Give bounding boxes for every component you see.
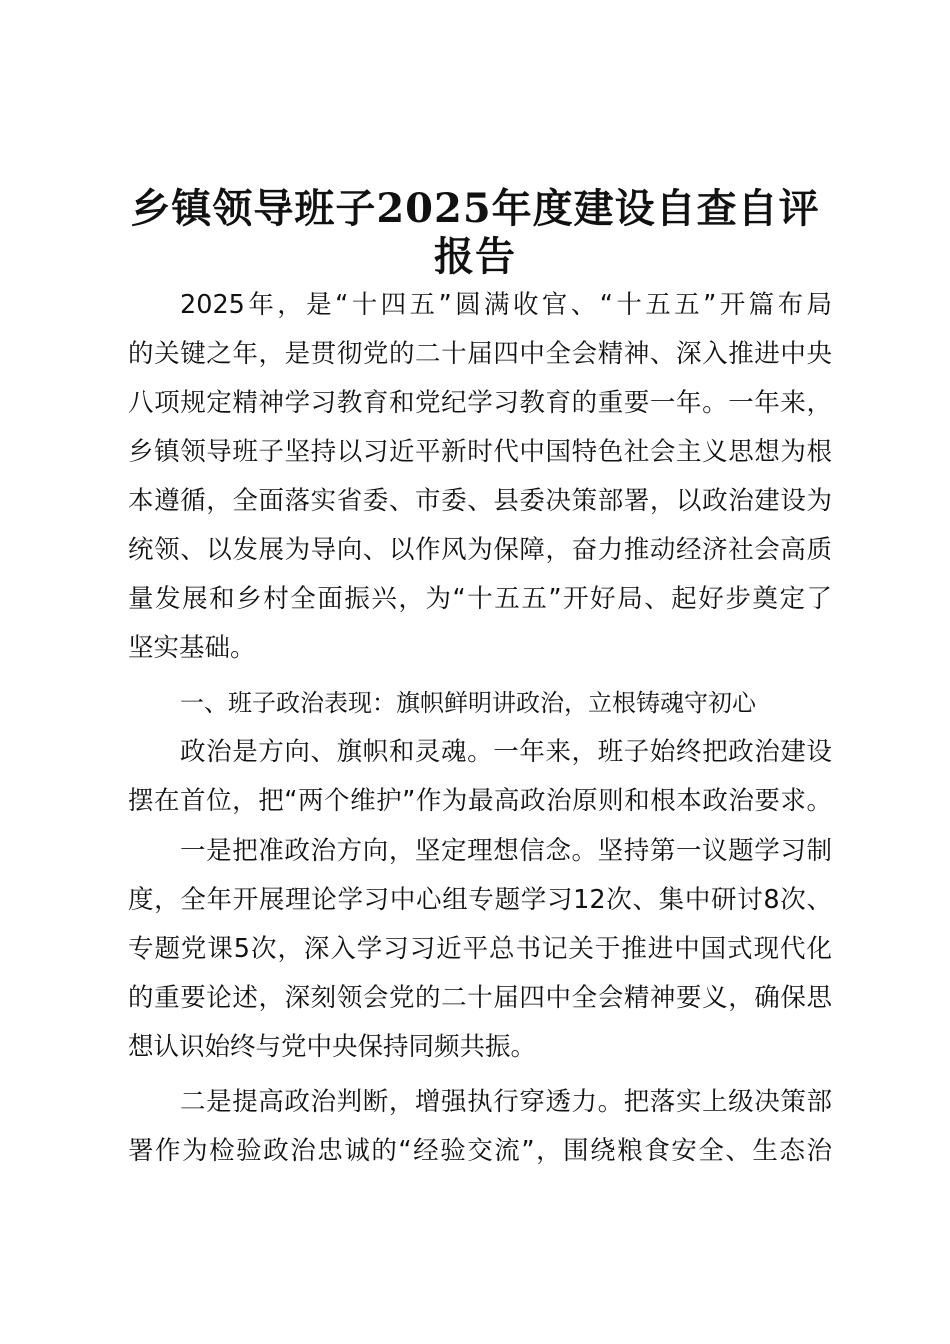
document-title-line-2: 报告 <box>434 233 516 280</box>
paragraph-line: 一是把准政治方向，坚定理想信念。坚持第一议题学习制 <box>180 836 832 866</box>
paragraph-line: 想认识始终与党中央保持同频共振。 <box>128 1032 537 1062</box>
paragraph-line: 专题党课5次，深入学习习近平总书记关于推进中国式现代化 <box>128 934 832 964</box>
section-heading: 一、班子政治表现：旗帜鲜明讲政治，立根铸魂守初心 <box>180 689 756 717</box>
paragraph-line: 坚实基础。 <box>128 633 256 663</box>
paragraph-line: 度，全年开展理论学习中心组专题学习12次、集中研讨8次、 <box>128 885 832 915</box>
paragraph-line: 乡镇领导班子坚持以习近平新时代中国特色社会主义思想为根 <box>128 437 832 467</box>
paragraph-line: 的关键之年，是贯彻党的二十届四中全会精神、深入推进中央 <box>128 339 832 369</box>
paragraph-line: 二是提高政治判断，增强执行穿透力。把落实上级决策部 <box>180 1087 832 1117</box>
paragraph-line: 量发展和乡村全面振兴，为“十五五”开好局、起好步奠定了 <box>128 584 832 614</box>
document-title-line-1: 乡镇领导班子2025年度建设自查自评 <box>130 185 820 232</box>
paragraph-line: 的重要论述，深刻领会党的二十届四中全会精神要义，确保思 <box>128 983 832 1013</box>
paragraph-line: 2025年，是“十四五”圆满收官、“十五五”开篇布局 <box>180 290 832 320</box>
paragraph-line: 本遵循，全面落实省委、市委、县委决策部署，以政治建设为 <box>128 486 832 516</box>
paragraph-line: 八项规定精神学习教育和党纪学习教育的重要一年。一年来， <box>128 388 832 418</box>
paragraph-line: 署作为检验政治忠诚的“经验交流”，围绕粮食安全、生态治 <box>128 1136 832 1166</box>
paragraph-line: 统领、以发展为导向、以作风为保障，奋力推动经济社会高质 <box>128 535 832 565</box>
paragraph-line: 摆在首位，把“两个维护”作为最高政治原则和根本政治要求。 <box>128 786 832 816</box>
paragraph-line: 政治是方向、旗帜和灵魂。一年来，班子始终把政治建设 <box>180 737 832 767</box>
